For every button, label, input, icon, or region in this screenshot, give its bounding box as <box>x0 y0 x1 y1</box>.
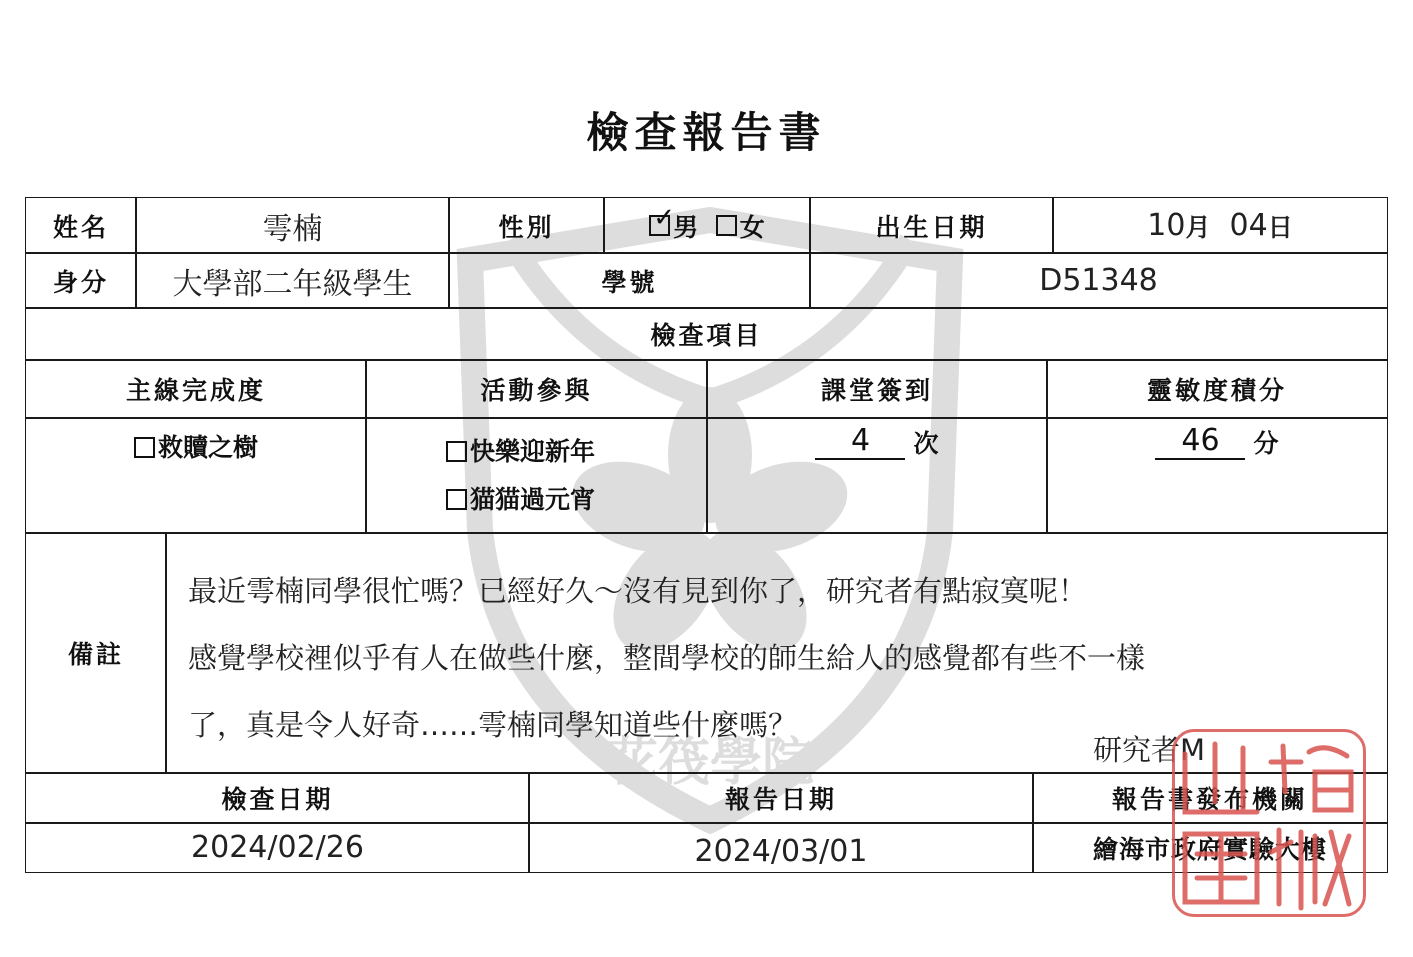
main-quest-item <box>134 428 258 464</box>
report-date-value: 2024/03/01 <box>528 822 1034 873</box>
identity-value: 大學部二年級學生 <box>135 252 450 309</box>
name-value: 雩楠 <box>135 197 450 254</box>
gender-female-label: 女 <box>739 212 765 242</box>
column-header-score: 靈敏度積分 <box>1046 359 1388 419</box>
attendance-cell <box>706 417 1048 534</box>
watermark-text: 花筏學院 <box>605 732 815 793</box>
birth-day: 04 <box>1229 208 1268 243</box>
remarks-signer: 研究者M <box>1093 733 1206 767</box>
remarks-line: 最近雩楠同學很忙嗎？已經好久～沒有見到你了，研究者有點寂寞呢！ <box>188 574 1088 608</box>
day-unit: 日 <box>1267 212 1293 242</box>
birthday-label: 出生日期 <box>809 197 1054 254</box>
remarks-label: 備註 <box>25 532 167 774</box>
event-checkbox[interactable] <box>446 489 467 510</box>
gender-male-checkbox[interactable] <box>649 215 670 236</box>
event-checkbox[interactable] <box>446 441 467 462</box>
gender-female-checkbox[interactable] <box>716 215 737 236</box>
gender-label: 性別 <box>448 197 605 254</box>
event-item <box>446 476 595 524</box>
gender-male-label: 男 <box>673 212 699 242</box>
main-quest-label: 救贖之樹 <box>157 433 258 462</box>
check-date-value: 2024/02/26 <box>25 822 530 873</box>
check-date-label: 檢查日期 <box>25 772 530 824</box>
official-seal <box>1172 729 1366 917</box>
remarks-line: 感覺學校裡似乎有人在做些什麼，整間學校的師生給人的感覺都有些不一樣 <box>188 641 1146 675</box>
event-item <box>446 428 595 476</box>
main-quest-checkbox[interactable] <box>134 437 155 458</box>
attendance-unit: 次 <box>913 429 939 458</box>
attendance-count: 4 <box>815 424 905 460</box>
score-value: 46 <box>1155 424 1245 460</box>
seal-glyphs <box>1175 732 1363 914</box>
identity-label: 身分 <box>25 252 137 309</box>
issuer-value: 繪海市政府實驗大樓 <box>1032 822 1388 873</box>
issuer-label: 報告書發布機關 <box>1032 772 1388 824</box>
event-label: 快樂迎新年 <box>470 437 596 466</box>
gender-options <box>603 197 811 254</box>
score-cell <box>1046 417 1388 534</box>
name-label: 姓名 <box>25 197 137 254</box>
column-header-attendance: 課堂簽到 <box>706 359 1048 419</box>
event-label: 猫猫過元宵 <box>470 485 596 514</box>
column-header-events: 活動參與 <box>365 359 708 419</box>
month-unit: 月 <box>1185 212 1211 242</box>
inspection-header: 檢查項目 <box>25 307 1388 361</box>
student-id-label: 學號 <box>448 252 811 309</box>
main-quest-cell <box>25 417 367 534</box>
remarks-line: 了，真是令人好奇……雩楠同學知道些什麼嗎？ <box>188 708 798 742</box>
events-cell <box>365 417 708 534</box>
report-title: 檢查報告書 <box>586 108 827 157</box>
column-header-main-quest: 主線完成度 <box>25 359 367 419</box>
birthday-value <box>1052 197 1388 254</box>
birth-month: 10 <box>1147 208 1186 243</box>
score-unit: 分 <box>1253 429 1279 458</box>
student-id-value: D51348 <box>809 252 1388 309</box>
report-date-label: 報告日期 <box>528 772 1034 824</box>
